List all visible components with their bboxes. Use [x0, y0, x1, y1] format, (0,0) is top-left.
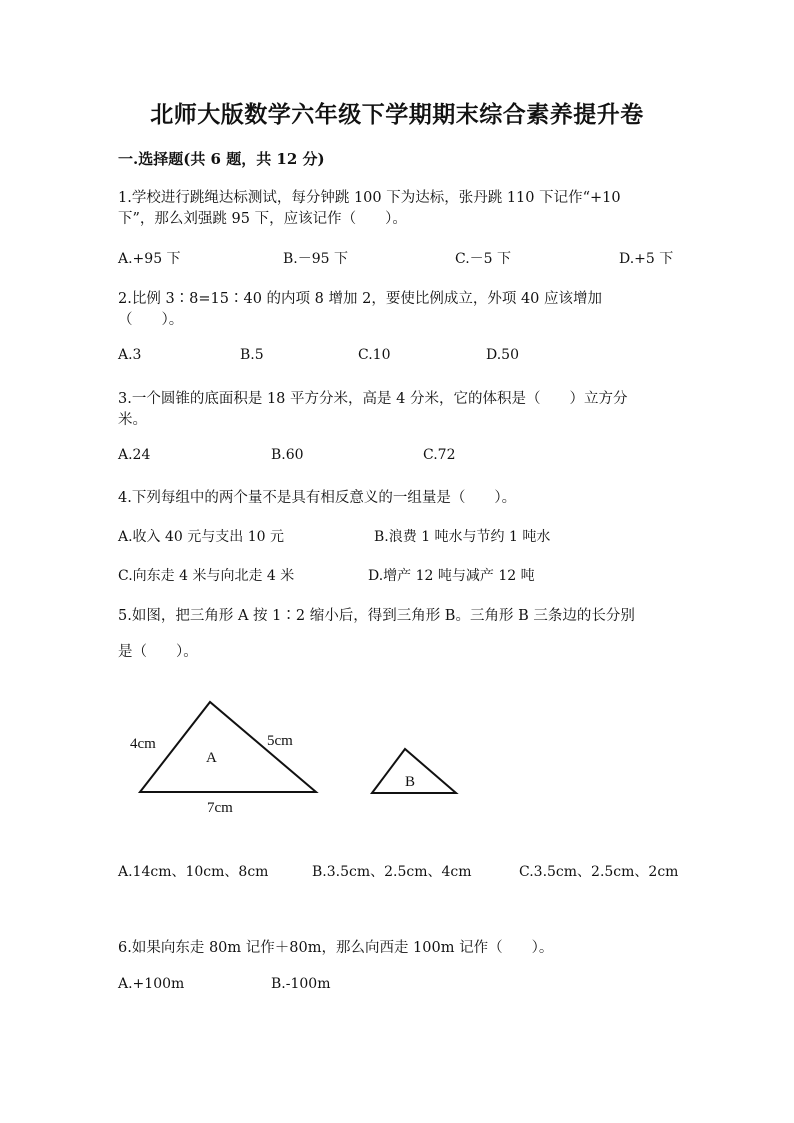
q5-option-a: A.14cm、10cm、8cm: [118, 864, 269, 880]
q1-option-d: D.+5 下: [619, 251, 674, 267]
q3-option-b: B.60: [271, 447, 304, 463]
triangle-figure: [118, 690, 478, 825]
triangle-a-right-side-label: 5cm: [267, 733, 293, 749]
q5-option-b: B.3.5cm、2.5cm、4cm: [312, 864, 472, 880]
q3-line-2: 米。: [118, 412, 147, 428]
q4-line-1: 4.下列每组中的两个量不是具有相反意义的一组量是（ ）。: [118, 490, 517, 506]
document-title: 北师大版数学六年级下学期期末综合素养提升卷: [150, 101, 644, 128]
q6-line-1: 6.如果向东走 80m 记作＋80m，那么向西走 100m 记作（ ）。: [118, 940, 554, 956]
triangle-a-label: A: [206, 750, 217, 766]
q2-line-1: 2.比例 3∶8=15∶40 的内项 8 增加 2，要使比例成立，外项 40 应该增加: [118, 291, 602, 307]
q2-option-b: B.5: [240, 347, 264, 363]
triangle-a-left-side-label: 4cm: [130, 736, 156, 752]
q5-line-1: 5.如图，把三角形 A 按 1∶2 缩小后，得到三角形 B。三角形 B 三条边的长分别: [118, 608, 635, 624]
triangle-a-bottom-side-label: 7cm: [207, 800, 233, 816]
q2-option-d: D.50: [486, 347, 519, 363]
q4-option-d: D.增产 12 吨与减产 12 吨: [368, 568, 535, 584]
section-heading: 一.选择题(共 6 题，共 12 分): [118, 150, 325, 168]
q1-option-a: A.+95 下: [118, 251, 181, 267]
q1-line-1: 1.学校进行跳绳达标测试，每分钟跳 100 下为达标，张丹跳 110 下记作“+10: [118, 190, 621, 206]
q6-option-b: B.-100m: [271, 976, 331, 992]
triangle-b-label: B: [405, 774, 416, 790]
q1-option-c: C.－5 下: [455, 251, 512, 267]
q2-line-2: （ ）。: [118, 312, 184, 328]
q4-option-b: B.浪费 1 吨水与节约 1 吨水: [374, 529, 551, 545]
q3-option-a: A.24: [118, 447, 151, 463]
q4-option-c: C.向东走 4 米与向北走 4 米: [118, 568, 295, 584]
q3-option-c: C.72: [423, 447, 456, 463]
q4-option-a: A.收入 40 元与支出 10 元: [118, 529, 284, 545]
q1-option-b: B.－95 下: [283, 251, 349, 267]
q5-option-c: C.3.5cm、2.5cm、2cm: [519, 864, 679, 880]
q2-option-c: C.10: [358, 347, 391, 363]
q6-option-a: A.+100m: [118, 976, 185, 992]
q3-line-1: 3.一个圆锥的底面积是 18 平方分米，高是 4 分米，它的体积是（ ）立方分: [118, 391, 628, 407]
q2-option-a: A.3: [118, 347, 142, 363]
q1-line-2: 下”，那么刘强跳 95 下，应该记作（ ）。: [118, 211, 407, 227]
q5-line-2: 是（ ）。: [118, 644, 198, 660]
